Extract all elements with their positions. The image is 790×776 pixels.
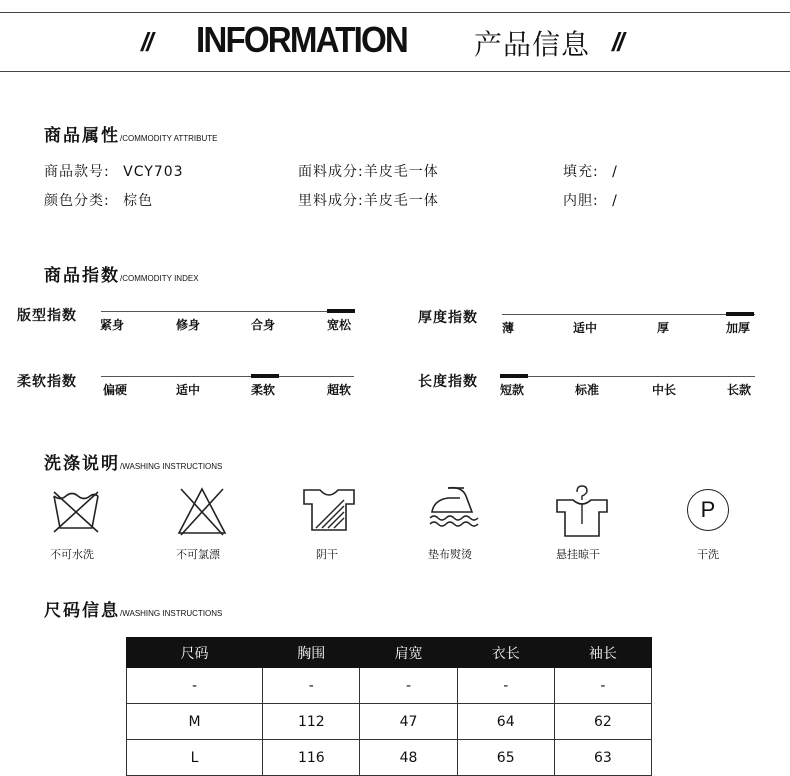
index-scale-option: 柔软: [251, 383, 276, 397]
index-scale-option: 超软: [327, 383, 352, 397]
size-table: [126, 637, 652, 776]
index-scale-line: [502, 376, 755, 377]
size-table-cell: -: [360, 668, 457, 704]
index-scale-marker: [726, 312, 754, 316]
attr-value: /: [612, 164, 618, 180]
header-top-rule: [0, 12, 790, 13]
index-scale-line: [502, 314, 755, 315]
size-table-cell: -: [554, 668, 651, 704]
wash-label: 不可氯漂: [176, 548, 220, 561]
header-bottom-rule: [0, 71, 790, 72]
size-title: 尺码信息: [44, 601, 120, 621]
header-slash-left: //: [141, 27, 152, 57]
size-table-row: [127, 740, 652, 776]
attributes-subtitle: /COMMODITY ATTRIBUTE: [120, 134, 218, 143]
index-scale-marker: [251, 374, 279, 378]
index-scale-option: 薄: [502, 321, 515, 335]
attr-style-no: [44, 161, 184, 181]
attr-label: 填充:: [563, 164, 599, 180]
size-table-cell: L: [127, 740, 263, 776]
size-table-header-row: [127, 638, 652, 668]
wash-label: 不可水洗: [50, 548, 94, 561]
index-subtitle: /COMMODITY INDEX: [120, 274, 199, 283]
index-scale-marker: [327, 309, 355, 313]
attr-value: VCY703: [123, 164, 184, 180]
index-section-title: [44, 261, 199, 286]
index-scale-label: 厚度指数: [418, 310, 478, 326]
index-scale-option: 加厚: [726, 321, 751, 335]
attributes-section-title: [44, 121, 217, 146]
attr-value: 羊皮毛一体: [363, 164, 439, 180]
size-col-header: 尺码: [127, 638, 263, 668]
size-table-cell: 112: [263, 704, 360, 740]
no-water-wash-icon: [50, 488, 102, 534]
size-table-cell: 47: [360, 704, 457, 740]
header-title-cn: 产品信息: [474, 28, 591, 61]
index-scale-option: 合身: [251, 318, 276, 332]
dry-clean-icon: [687, 489, 729, 531]
index-scale-label: 柔软指数: [17, 374, 77, 390]
index-scale-line: [101, 376, 354, 377]
index-scale-marker: [500, 374, 528, 378]
size-table-cell: 65: [457, 740, 554, 776]
attr-value: 羊皮毛一体: [363, 193, 439, 209]
washing-section-title: [44, 449, 222, 474]
index-scale-option: 厚: [657, 321, 670, 335]
size-table-cell: 62: [554, 704, 651, 740]
size-subtitle: /WASHING INSTRUCTIONS: [120, 609, 223, 618]
index-scale-option: 修身: [176, 318, 201, 332]
size-col-header: 胸围: [263, 638, 360, 668]
index-scale-option: 适中: [176, 383, 201, 397]
index-scale-option: 中长: [652, 383, 677, 397]
header-title-en: INFORMATION: [196, 19, 407, 60]
index-scale-line: [101, 311, 354, 312]
attr-label: 面料成分:: [298, 164, 364, 180]
index-scale-option: 偏硬: [103, 383, 128, 397]
index-title: 商品指数: [44, 266, 120, 286]
size-section-title: [44, 596, 222, 621]
attr-color: [44, 190, 153, 210]
attr-value: /: [612, 193, 618, 209]
index-scale-option: 宽松: [327, 318, 352, 332]
size-col-header: 衣长: [457, 638, 554, 668]
attr-lining: [298, 190, 439, 210]
index-scale-option: 紧身: [100, 318, 125, 332]
attr-label: 颜色分类:: [44, 193, 110, 209]
index-scale-option: 短款: [500, 383, 525, 397]
header-slash-right: //: [612, 27, 623, 57]
index-scale-label: 长度指数: [418, 374, 478, 390]
attr-filling: [563, 161, 618, 181]
index-scale-option: 长款: [727, 383, 752, 397]
size-col-header: 肩宽: [360, 638, 457, 668]
attr-label: 里料成分:: [298, 193, 364, 209]
wash-label: 悬挂晾干: [556, 548, 600, 561]
dry-clean-glyph: P: [700, 497, 716, 522]
size-table-cell: M: [127, 704, 263, 740]
size-table-cell: 116: [263, 740, 360, 776]
attr-value: 棕色: [123, 193, 154, 209]
no-bleach-icon: [175, 485, 229, 537]
index-scale-label: 版型指数: [17, 308, 77, 324]
hang-dry-icon: [553, 484, 611, 540]
washing-title: 洗涤说明: [44, 454, 120, 474]
size-table-cell: -: [127, 668, 263, 704]
attributes-title: 商品属性: [44, 126, 120, 146]
size-table-cell: 64: [457, 704, 554, 740]
wash-label: 阴干: [316, 548, 338, 561]
index-scale-option: 适中: [573, 321, 598, 335]
wash-label: 垫布熨烫: [428, 548, 472, 561]
washing-subtitle: /WASHING INSTRUCTIONS: [120, 462, 223, 471]
attr-fabric: [298, 161, 439, 181]
size-table-cell: -: [263, 668, 360, 704]
size-table-cell: -: [457, 668, 554, 704]
attr-label: 商品款号:: [44, 164, 110, 180]
attr-liner: [563, 190, 618, 210]
size-col-header: 袖长: [554, 638, 651, 668]
wash-label: 干洗: [697, 548, 719, 561]
size-table-cell: 63: [554, 740, 651, 776]
iron-with-cloth-icon: [426, 484, 484, 532]
attr-label: 内胆:: [563, 193, 599, 209]
size-table-row: [127, 668, 652, 704]
index-scale-option: 标准: [575, 383, 600, 397]
shade-dry-icon: [300, 486, 358, 534]
size-table-cell: 48: [360, 740, 457, 776]
size-table-body: [127, 668, 652, 776]
size-table-row: [127, 704, 652, 740]
